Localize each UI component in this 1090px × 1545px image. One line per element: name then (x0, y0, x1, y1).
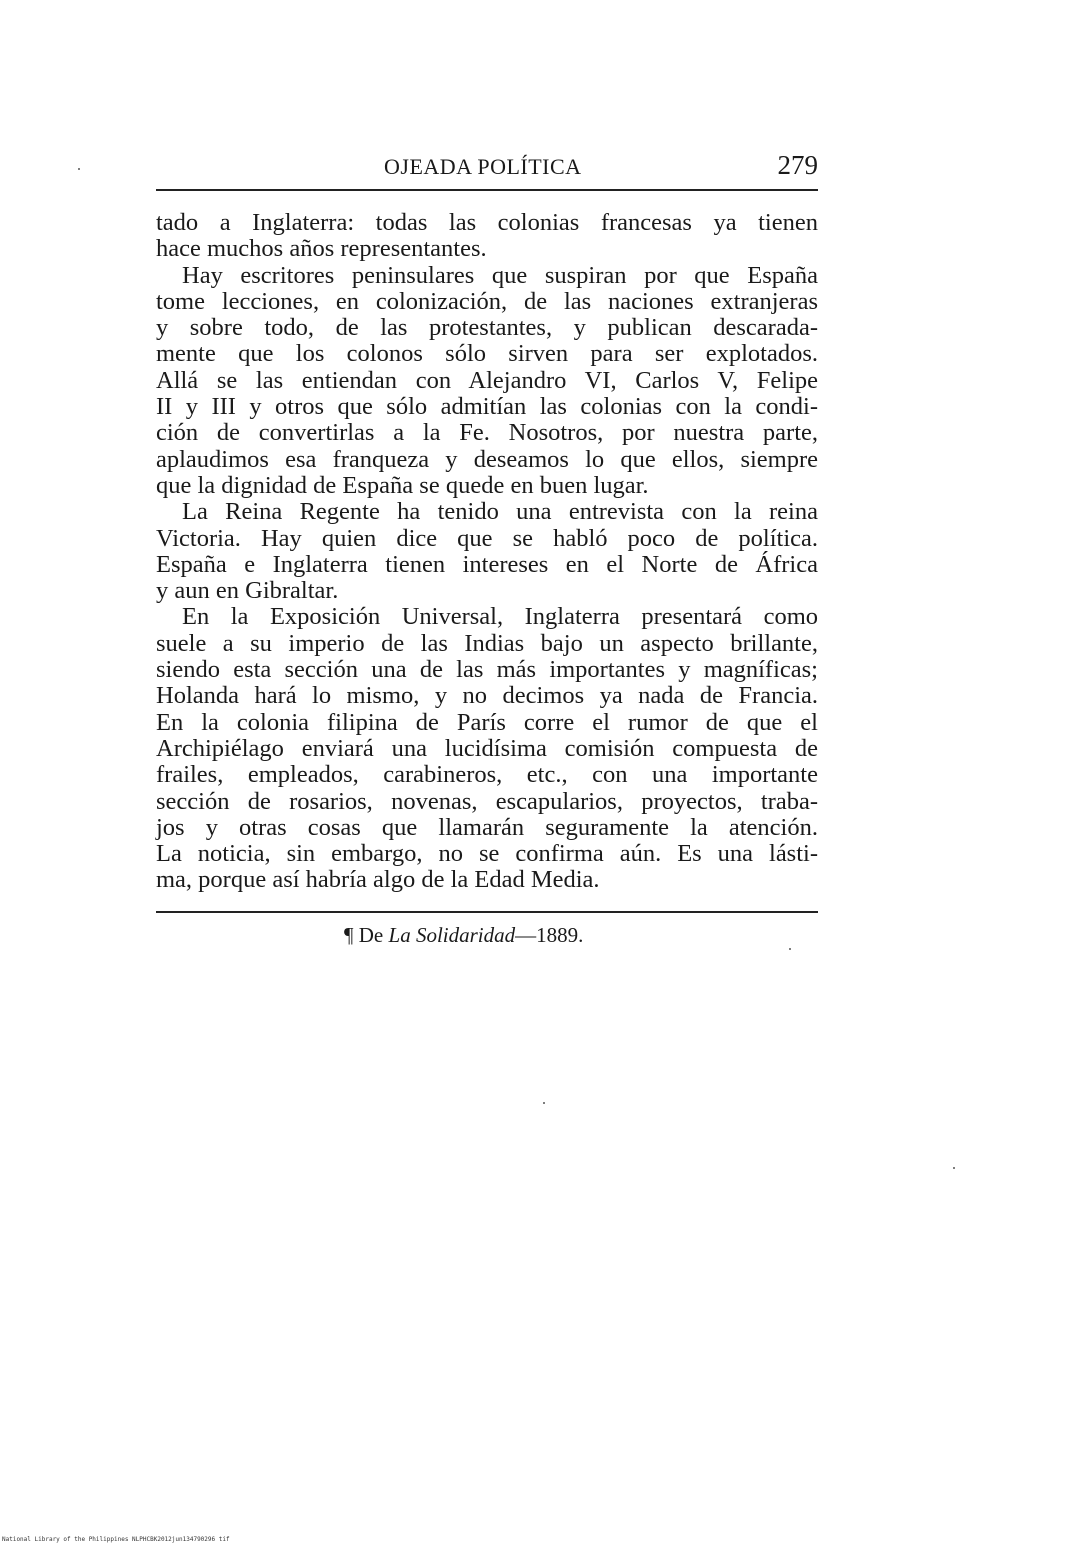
scan-speck (953, 1167, 955, 1169)
library-stamp: National Library of the Philippines NLPHCBK2012jun134790296 tif (2, 1536, 230, 1543)
paragraph (156, 263, 818, 500)
text-line: jos y otras cosas que llamarán seguramente la atención. (156, 813, 818, 841)
scan-speck (789, 948, 791, 950)
running-title: OJEADA POLÍTICA (384, 154, 582, 179)
text-line: y sobre todo, de las protestantes, y publican descarada- (156, 314, 818, 342)
text-line: Archipiélago enviará una lucidísima comisión compuesta de (156, 734, 818, 762)
scan-speck (78, 168, 80, 170)
paragraph (156, 499, 818, 604)
body-text (156, 210, 818, 894)
paragraph (156, 210, 818, 263)
text-line: aplaudimos esa franqueza y deseamos lo que ellos, siempre (156, 445, 818, 473)
footnote (344, 923, 583, 948)
paragraph (156, 604, 818, 893)
text-line: que la dignidad de España se quede en buen lugar. (156, 471, 649, 499)
text-line: La noticia, sin embargo, no se confirma aún. Es una lásti- (156, 840, 818, 868)
text-line: II y III y otros que sólo admitían las colonias con la condi- (156, 393, 818, 421)
text-line: ma, porque así habría algo de la Edad Media. (156, 866, 600, 894)
page-number: 279 (777, 150, 818, 180)
text-line: siendo esta sección una de las más importantes y magníficas; (156, 656, 818, 684)
text-line: Holanda hará lo mismo, y no decimos ya nada de Francia. (156, 682, 818, 710)
footnote-prefix: De (358, 923, 384, 947)
footnote-year: —1889. (515, 923, 584, 947)
text-line: tado a Inglaterra: todas las colonias francesas ya tienen (156, 209, 818, 236)
text-line: sección de rosarios, novenas, escapularios, proyectos, traba- (156, 787, 818, 815)
text-line: mente que los colonos sólo sirven para ser explotados. (156, 340, 818, 368)
text-line: Victoria. Hay quien dice que se habló poco de política. (156, 524, 818, 552)
footnote-rule (156, 911, 818, 913)
text-line: y aun en Gibraltar. (156, 577, 339, 605)
scan-speck (543, 1102, 545, 1104)
text-line: En la colonia filipina de París corre el rumor de que el (156, 708, 818, 736)
text-line: Hay escritores peninsulares que suspiran por que España (182, 261, 818, 289)
page-header (156, 150, 818, 190)
text-line: España e Inglaterra tienen intereses en el Norte de África (156, 550, 818, 578)
text-line: La Reina Regente ha tenido una entrevista con la reina (182, 498, 818, 526)
text-line: ción de convertirlas a la Fe. Nosotros, por nuestra parte, (156, 419, 818, 447)
text-line: En la Exposición Universal, Inglaterra presentará como (182, 603, 818, 631)
header-rule (156, 189, 818, 191)
text-line: hace muchos años representantes. (156, 235, 487, 263)
footnote-source-title: La Solidaridad (388, 923, 516, 947)
footnote-mark: ¶ (344, 923, 354, 947)
text-line: tome lecciones, en colonización, de las naciones extranjeras (156, 287, 818, 315)
text-line: frailes, empleados, carabineros, etc., con una importante (156, 761, 818, 789)
text-line: suele a su imperio de las Indias bajo un aspecto brillante, (156, 629, 818, 657)
text-line: Allá se las entiendan con Alejandro VI, Carlos V, Felipe (156, 366, 818, 394)
